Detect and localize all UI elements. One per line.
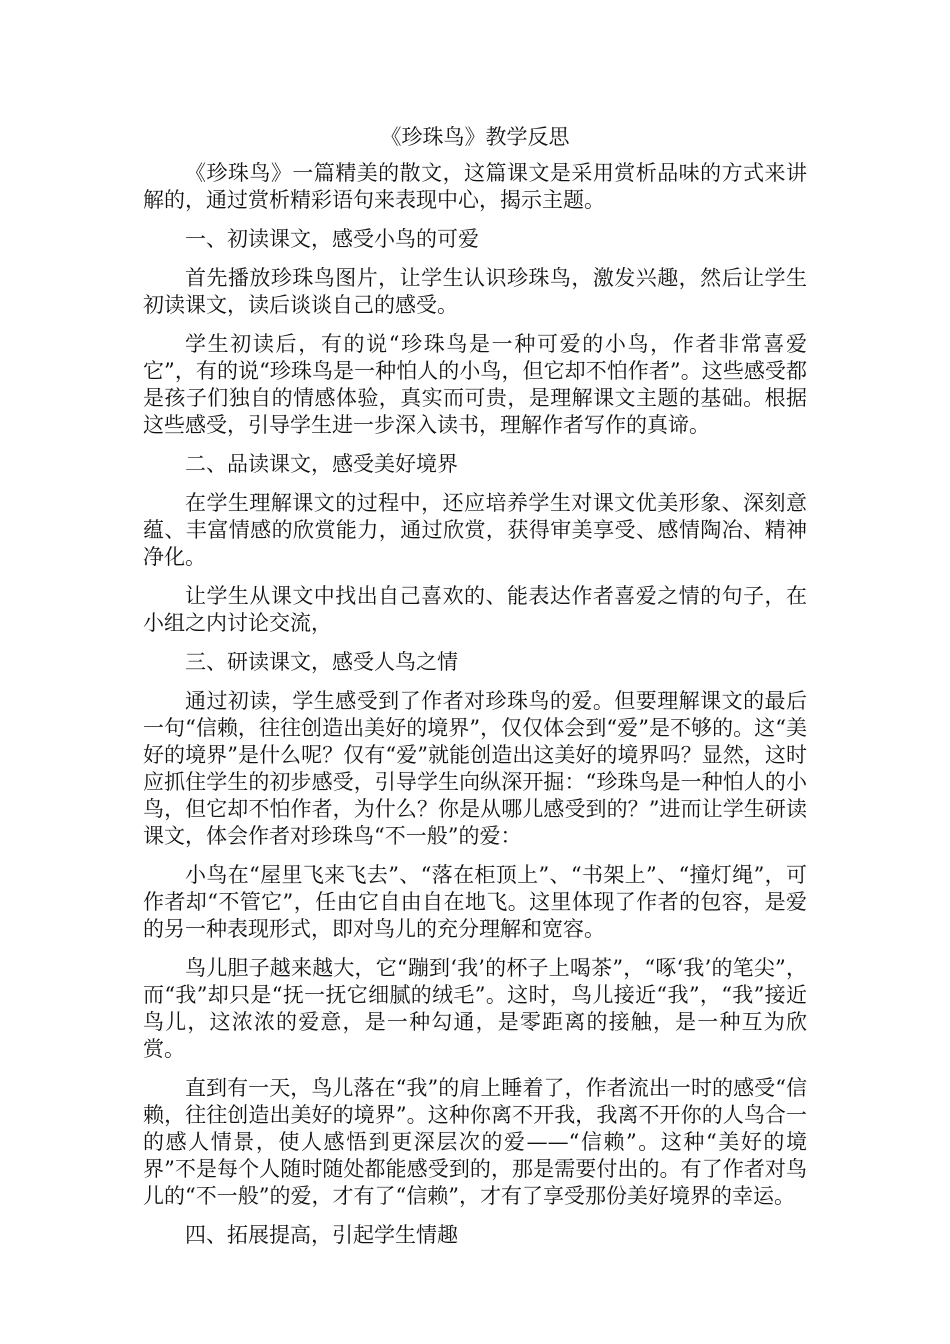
section-heading-2: 二、品读课文，感受美好境界 [185,452,458,476]
document-title: 《珍珠鸟》教学反思 [380,125,570,149]
document-page [143,122,807,1261]
paragraph: 学生初读后，有的说“珍珠鸟是一种可爱的小鸟，作者非常喜爱它”，有的说“珍珠鸟是一种怕人的小鸟，但它却不怕作者”。这些感受都是孩子们独自的情感体验，真实而可贵，是理解课文主题的基础。根据这些感受，引导学生进一步深入读书，理解作者写作的真谛。 [143,332,807,437]
paragraph: 小鸟在“屋里飞来飞去”、“落在柜顶上”、“书架上”、“撞灯绳”，可作者却“不管它”，任由它自由自在地飞。这里体现了作者的包容，是爱的另一种表现形式，即对鸟儿的充分理解和宽容。 [143,863,807,941]
paragraph: 让学生从课文中找出自己喜欢的、能表达作者喜爱之情的句子，在小组之内讨论交流， [143,584,807,635]
paragraph: 在学生理解课文的过程中，还应培养学生对课文优美形象、深刻意蕴、丰富情感的欣赏能力，通过欣赏，获得审美享受、感情陶冶、精神净化。 [143,491,807,569]
section-heading-1: 一、初读课文，感受小鸟的可爱 [185,227,479,251]
paragraph: 通过初读，学生感受到了作者对珍珠鸟的爱。但要理解课文的最后一句“信赖，往往创造出美好的境界”，仅仅体会到“爱”是不够的。这“美好的境界”是什么呢？仅有“爱”就能创造出这美好的境界吗？显然，这时应抓住学生的初步感受，引导学生向纵深开掘：“珍珠鸟是一种怕人的小鸟，但它却不怕作者，为什么？你是从哪儿感受到的？”进而让学生研读课文，体会作者对珍珠鸟“不一般”的爱： [143,689,807,848]
paragraph: 直到有一天，鸟儿落在“我”的肩上睡着了，作者流出一时的感受“信赖，往往创造出美好的境界”。这种你离不开我，我离不开你的人鸟合一的感人情景，使人感悟到更深层次的爱——“信赖”。这种“美好的境界”不是每个人随时随处都能感受到的，那是需要付出的。有了作者对鸟儿的“不一般”的爱，才有了“信赖”，才有了享受那份美好境界的幸运。 [143,1076,807,1208]
paragraph: 首先播放珍珠鸟图片，让学生认识珍珠鸟，激发兴趣，然后让学生初读课文，读后谈谈自己的感受。 [143,266,807,317]
section-heading-3: 三、研读课文，感受人鸟之情 [185,650,458,674]
section-heading-4: 四、拓展提高，引起学生情趣 [185,1223,458,1247]
paragraph: 鸟儿胆子越来越大，它“蹦到‘我’的杯子上喝茶”，“啄‘我’的笔尖”，而“我”却只是“抚一抚它细腻的绒毛”。这时，鸟儿接近“我”，“我”接近鸟儿，这浓浓的爱意，是一种勾通，是零距离的接触，是一种互为欣赏。 [143,956,807,1061]
paragraph-intro: 《珍珠鸟》一篇精美的散文，这篇课文是采用赏析品味的方式来讲解的，通过赏析精彩语句来表现中心，揭示主题。 [143,161,807,212]
